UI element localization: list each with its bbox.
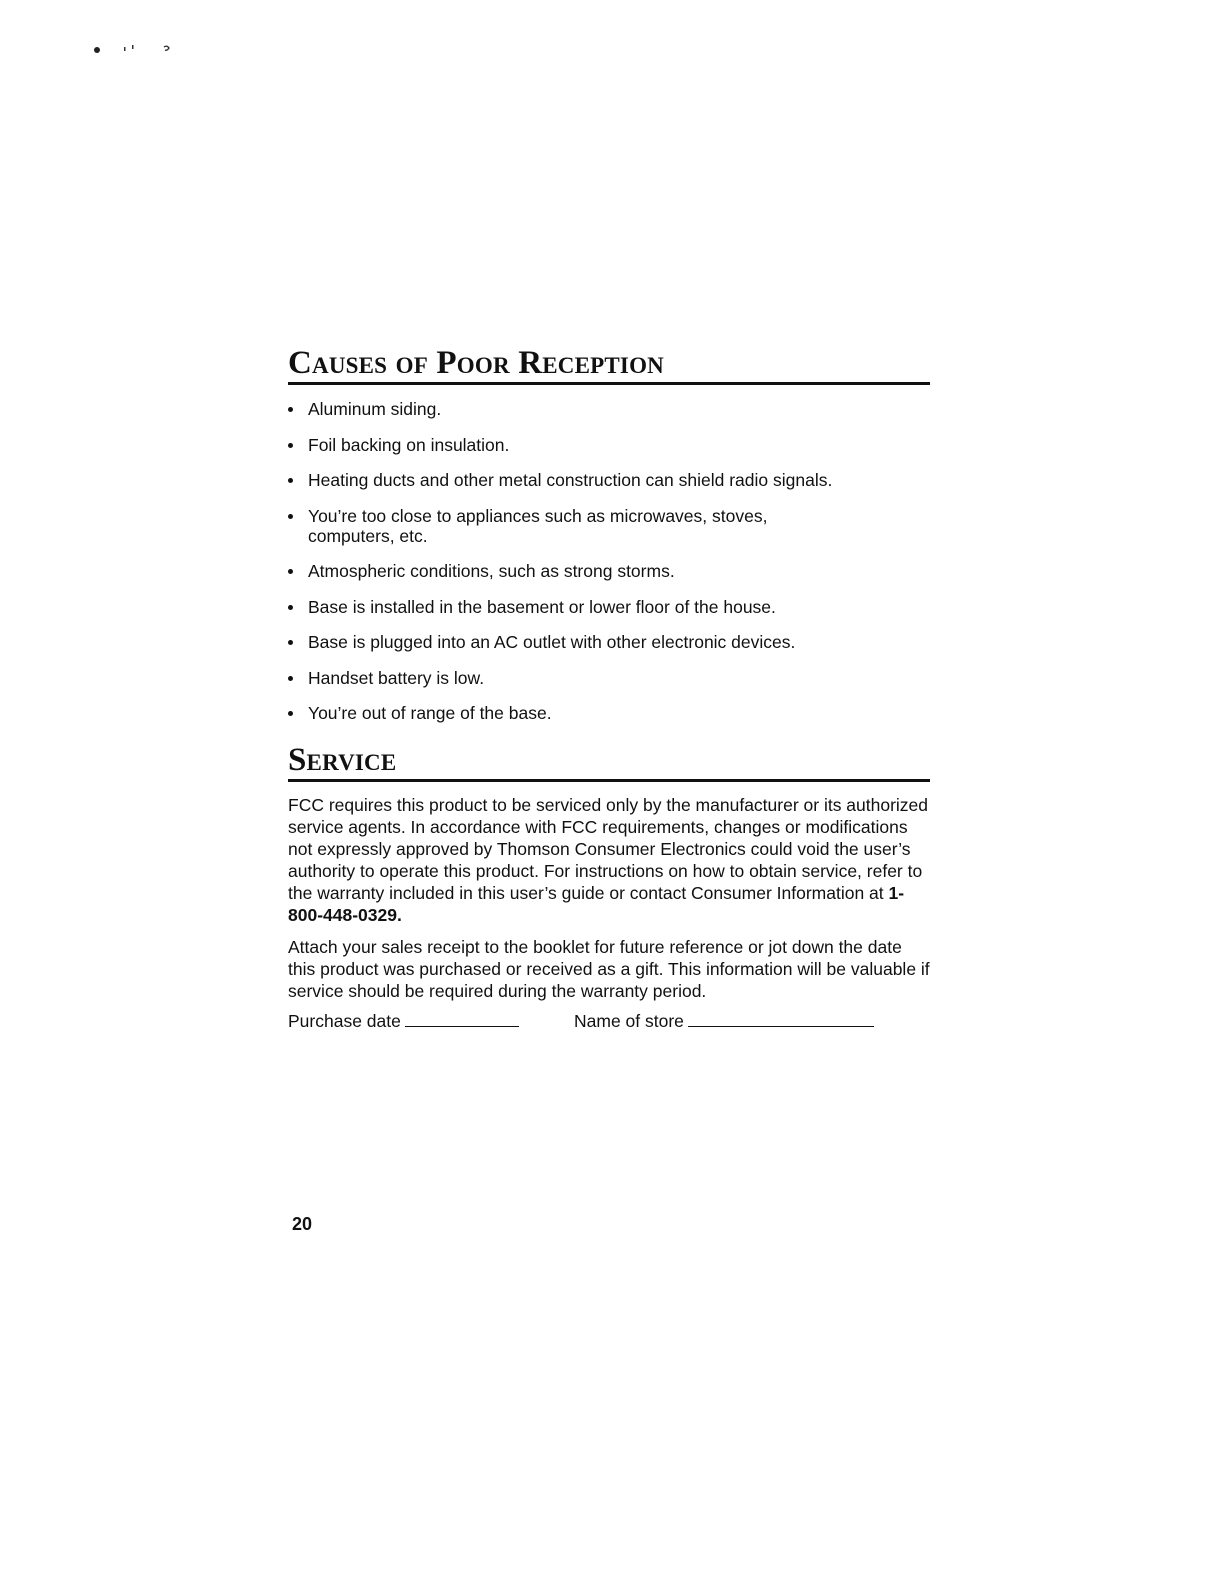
list-item: Heating ducts and other metal construction can shield radio signals. [288, 470, 930, 490]
store-name-line [688, 1010, 874, 1027]
page-number: 20 [292, 1214, 313, 1234]
list-item: Base is installed in the basement or lower floor of the house. [288, 597, 930, 617]
service-paragraph-text: FCC requires this product to be serviced only by the manufacturer or its authorized service agents. In accordance with FCC requirements, changes or modifications not expressly approved by Thomson Consumer Electronics could void the user’s authority to operate this product. For instructions on how to obtain service, refer to the warranty included in this user’s guide or contact Consumer Information at [288, 795, 929, 903]
receipt-paragraph: Attach your sales receipt to the booklet for future reference or jot down the date this product was purchased or received as a gift. This information will be valuable if service should be required during the warranty period. [288, 937, 930, 1001]
list-item: You’re out of range of the base. [288, 703, 930, 723]
store-name-label: Name of store [574, 1011, 684, 1031]
causes-list [288, 399, 930, 723]
record-fields [288, 1010, 930, 1032]
scan-specks [92, 40, 182, 56]
page-content [288, 346, 930, 1032]
service-heading: Service [288, 743, 930, 782]
purchase-date-label: Purchase date [288, 1011, 401, 1031]
list-item: Atmospheric conditions, such as strong storms. [288, 561, 930, 581]
causes-heading: Causes of Poor Reception [288, 346, 930, 385]
list-item: Foil backing on insulation. [288, 435, 930, 455]
list-item: Handset battery is low. [288, 668, 930, 688]
phone-number: 1-800-448-0329. [288, 883, 905, 925]
list-item: Aluminum siding. [288, 399, 930, 419]
purchase-date-field [288, 1010, 574, 1032]
list-item: You’re too close to appliances such as microwaves, stoves, computers, etc. [288, 506, 930, 546]
service-paragraph [288, 794, 930, 926]
store-name-field [574, 1010, 874, 1032]
purchase-date-line [405, 1010, 519, 1027]
list-item: Base is plugged into an AC outlet with other electronic devices. [288, 632, 930, 652]
